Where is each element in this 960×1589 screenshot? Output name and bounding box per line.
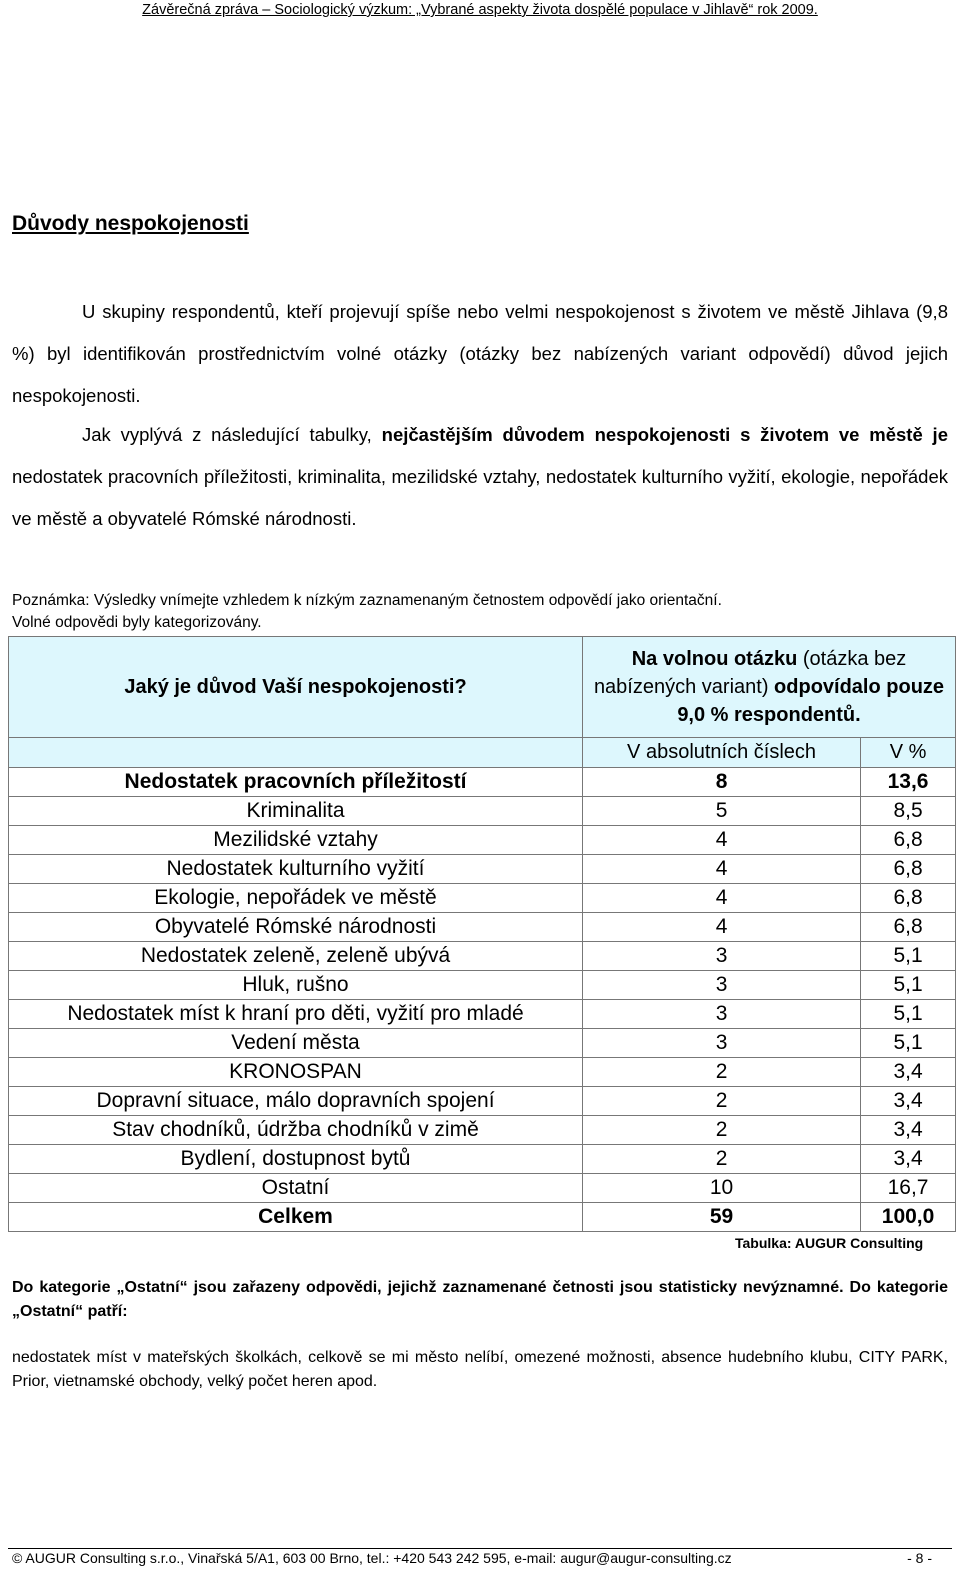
cell-pct: 5,1 <box>861 1029 956 1058</box>
table-row <box>9 855 956 884</box>
cell-pct: 6,8 <box>861 913 956 942</box>
col-abs-header: V absolutních číslech <box>583 738 861 768</box>
table-row <box>9 913 956 942</box>
cell-abs: 4 <box>583 826 861 855</box>
table-row <box>9 826 956 855</box>
cell-pct: 3,4 <box>861 1058 956 1087</box>
footer-divider <box>8 1548 952 1549</box>
cell-label: Stav chodníků, údržba chodníků v zimě <box>9 1116 583 1145</box>
cell-abs: 10 <box>583 1174 861 1203</box>
cell-label: Nedostatek kulturního vyžití <box>9 855 583 884</box>
cell-abs: 3 <box>583 971 861 1000</box>
cell-abs: 59 <box>583 1203 861 1232</box>
table-row <box>9 942 956 971</box>
cell-label: Nedostatek zeleně, zeleně ubývá <box>9 942 583 971</box>
table-row <box>9 1058 956 1087</box>
cell-pct: 13,6 <box>861 768 956 797</box>
cell-label: Hluk, rušno <box>9 971 583 1000</box>
cell-abs: 2 <box>583 1058 861 1087</box>
cell-pct: 6,8 <box>861 826 956 855</box>
note <box>12 590 722 634</box>
cell-label: Nedostatek míst k hraní pro děti, vyžití pro mladé <box>9 1000 583 1029</box>
header-text: Závěrečná zpráva – Sociologický výzkum: „Vybrané aspekty života dospělé populace v Jihlavě“ rok 2009. <box>142 2 818 18</box>
cell-abs: 4 <box>583 884 861 913</box>
cell-label: Vedení města <box>9 1029 583 1058</box>
cell-pct: 5,1 <box>861 971 956 1000</box>
cell-label: KRONOSPAN <box>9 1058 583 1087</box>
cell-abs: 5 <box>583 797 861 826</box>
table-row <box>9 1116 956 1145</box>
footer-text: © AUGUR Consulting s.r.o., Vinařská 5/A1, 603 00 Brno, tel.: +420 543 242 595, e-mail: augur@augur-consulting.cz <box>12 1550 732 1566</box>
table-row <box>9 1029 956 1058</box>
results-table <box>8 636 956 1232</box>
cell-label: Bydlení, dostupnost bytů <box>9 1145 583 1174</box>
summary-paragraph <box>12 414 948 540</box>
cell-pct: 3,4 <box>861 1087 956 1116</box>
category-list: nedostatek míst v mateřských školkách, celkově se mi město nelíbí, omezené možnosti, absence hudebního klubu, CITY PARK, Prior, vietnamské obchody, velký počet heren apod. <box>12 1349 948 1390</box>
cell-label: Ostatní <box>9 1174 583 1203</box>
table-total-row <box>9 1203 956 1232</box>
table-body <box>9 768 956 1232</box>
cell-abs: 3 <box>583 942 861 971</box>
table-row <box>9 768 956 797</box>
page-number: - 8 - <box>907 1550 932 1566</box>
category-note: Do kategorie „Ostatní“ jsou zařazeny odpovědi, jejichž zaznamenané četnosti jsou statisticky nevýznamné. Do kategorie „Ostatní“ patří: <box>12 1279 948 1320</box>
table-row <box>9 1000 956 1029</box>
cell-label: Nedostatek pracovních příležitostí <box>9 768 583 797</box>
cell-abs: 4 <box>583 913 861 942</box>
question-header: Jaký je důvod Vaší nespokojenosti? <box>9 637 583 738</box>
cell-pct: 6,8 <box>861 884 956 913</box>
cell-pct: 3,4 <box>861 1116 956 1145</box>
summary-text-2: nedostatek pracovních příležitosti, kriminalita, mezilidské vztahy, nedostatek kulturního vyžití, ekologie, nepořádek ve městě a obyvatelé Rómské národnosti. <box>12 466 948 529</box>
summary-bold-text: nejčastějším důvodem nespokojenosti s životem ve městě je <box>381 424 948 445</box>
note-line-1: Poznámka: Výsledky vnímejte vzhledem k nízkým zaznamenaným četnostem odpovědí jako orientační. <box>12 592 722 609</box>
intro-paragraph: U skupiny respondentů, kteří projevují spíše nebo velmi nespokojenost s životem ve městě Jihlava (9,8 %) byl identifikován prostřednictvím volné otázky (otázky bez nabízených variant odpovědí) důvod jejich nespokojenosti. <box>12 301 948 406</box>
cell-label: Ekologie, nepořádek ve městě <box>9 884 583 913</box>
col-pct-header: V % <box>861 738 956 768</box>
table-row <box>9 1087 956 1116</box>
cell-pct: 6,8 <box>861 855 956 884</box>
cell-pct: 5,1 <box>861 942 956 971</box>
cell-pct: 3,4 <box>861 1145 956 1174</box>
table-row <box>9 971 956 1000</box>
cell-label: Celkem <box>9 1203 583 1232</box>
table-source: Tabulka: AUGUR Consulting <box>735 1235 924 1251</box>
cell-pct: 16,7 <box>861 1174 956 1203</box>
table-row <box>9 1145 956 1174</box>
table-row <box>9 884 956 913</box>
cell-pct: 100,0 <box>861 1203 956 1232</box>
cell-label: Dopravní situace, málo dopravních spojení <box>9 1087 583 1116</box>
page-header <box>0 0 960 18</box>
cell-pct: 8,5 <box>861 797 956 826</box>
section-heading: Důvody nespokojenosti <box>12 212 249 235</box>
cell-abs: 2 <box>583 1087 861 1116</box>
cell-abs: 2 <box>583 1116 861 1145</box>
note-line-2: Volné odpovědi byly kategorizovány. <box>12 614 262 631</box>
answer-header: Na volnou otázku (otázka bez nabízených variant) odpovídalo pouze 9,0 % respondentů. <box>583 637 956 738</box>
summary-text-1: Jak vyplývá z následující tabulky, <box>82 424 382 445</box>
cell-abs: 2 <box>583 1145 861 1174</box>
table-row <box>9 797 956 826</box>
cell-abs: 3 <box>583 1029 861 1058</box>
cell-abs: 8 <box>583 768 861 797</box>
cell-pct: 5,1 <box>861 1000 956 1029</box>
table-row <box>9 1174 956 1203</box>
cell-abs: 4 <box>583 855 861 884</box>
cell-label: Mezilidské vztahy <box>9 826 583 855</box>
cell-label: Kriminalita <box>9 797 583 826</box>
cell-abs: 3 <box>583 1000 861 1029</box>
cell-label: Obyvatelé Rómské národnosti <box>9 913 583 942</box>
blank-header-cell <box>9 738 583 768</box>
